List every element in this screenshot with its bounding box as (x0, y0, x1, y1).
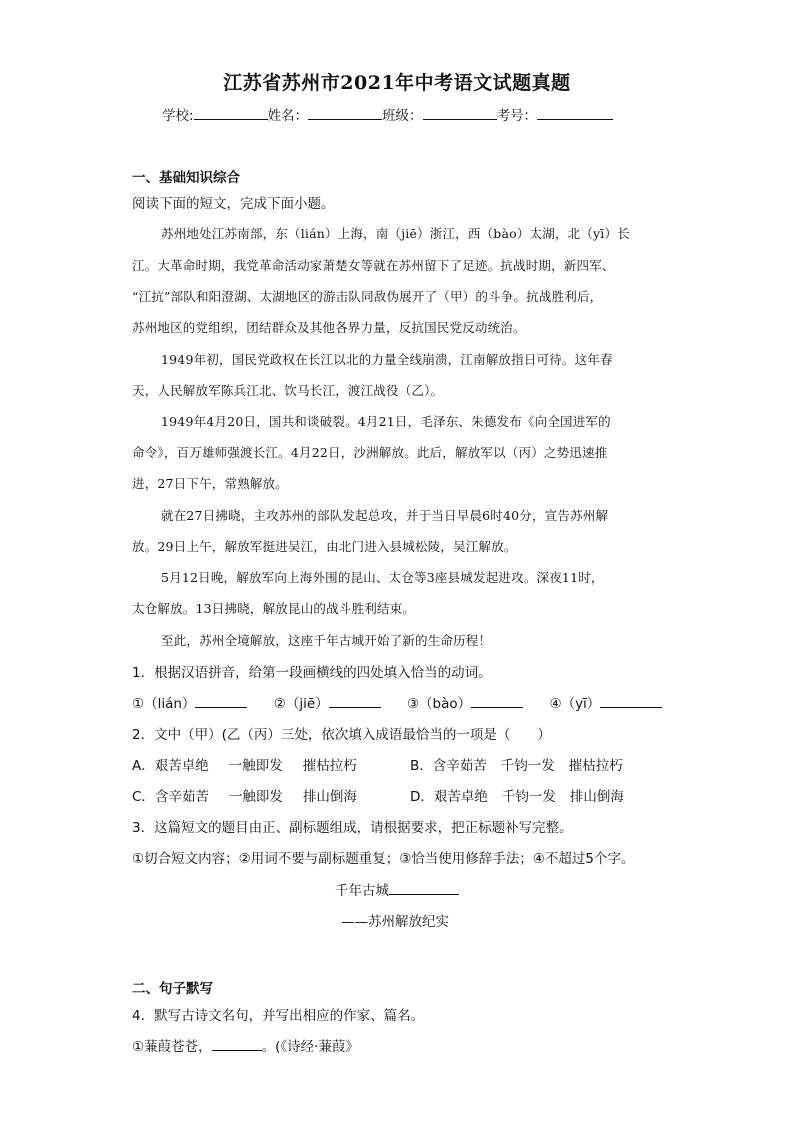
main-title-blank[interactable] (389, 880, 459, 895)
passage-line: 江。大革命时期，我党革命活动家萧楚女等就在苏州留下了足迹。抗战时期，新四军、 (132, 258, 615, 273)
question-1-blanks (132, 692, 662, 712)
q3-subtitle: ——苏州解放纪实 (341, 914, 449, 930)
question-1-stem: 1．根据汉语拼音，给第一段画横线的四处填入恰当的动词。 (132, 665, 492, 681)
q1-blank-a[interactable] (195, 693, 247, 708)
exam-no-label: 考号： (496, 108, 538, 124)
passage-line: “江抗”部队和阳澄湖、太湖地区的游击队同敌伪展开了（甲）的斗争。抗战胜利后， (132, 289, 603, 304)
q1-blank-b[interactable] (329, 693, 381, 708)
passage-line: 就在27日拂晓，主攻苏州的部队发起总攻，并于当日早晨6时40分，宣告苏州解 (161, 508, 609, 523)
option-word: 摧枯拉朽 (568, 758, 623, 774)
option-word: 含辛茹苦 (154, 789, 209, 805)
passage-line: 命令》，百万雄师强渡长江。4月22日，沙洲解放。此后，解放军以（丙）之势迅速推 (132, 445, 608, 460)
option-word: 排山倒海 (569, 789, 624, 805)
passage-line: 进，27日下午，常熟解放。 (132, 476, 289, 491)
q1-blank-c-label: ③（bào） (406, 696, 472, 712)
q4-1-blank[interactable] (212, 1036, 262, 1051)
school-label: 学校: (162, 108, 194, 124)
q3-main-title (335, 879, 459, 899)
option-word: 一触即发 (228, 758, 283, 774)
q1-blank-a-label: ①（lián） (132, 696, 196, 712)
section1-instruction: 阅读下面的短文，完成下面小题。 (132, 196, 335, 212)
option-word: 一触即发 (228, 789, 283, 805)
section1-heading: 一、基础知识综合 (132, 170, 240, 186)
passage-line: 苏州地处江苏南部，东（lián）上海，南（jiē）浙江，西（bào）太湖，北（yī）长 (161, 226, 630, 241)
option-label: B． (410, 758, 433, 774)
student-info-line (162, 104, 613, 124)
page-title: 江苏省苏州市2021年中考语文试题真题 (223, 72, 571, 94)
passage-line: 天，人民解放军陈兵江北、饮马长江，渡江战役（乙）。 (132, 383, 444, 398)
option-word: 摧枯拉朽 (302, 758, 357, 774)
q1-blank-b-label: ②（jiē） (273, 696, 329, 712)
section2-heading: 二、句子默写 (132, 981, 213, 997)
school-blank[interactable] (194, 105, 268, 120)
question-3-stem: 3．这篇短文的题目由正、副标题组成，请根据要求，把正标题补写完整。 (132, 820, 573, 836)
option-label: A． (132, 758, 155, 774)
option-word: 艰苦卓绝 (154, 758, 209, 774)
passage-line: 1949年4月20日，国共和谈破裂。4月21日，毛泽东、朱德发布《向全国进军的 (161, 414, 611, 429)
question-4-item-1 (132, 1035, 359, 1055)
q1-blank-d[interactable] (600, 693, 662, 708)
question-2-stem: 2．文中（甲）(乙（丙）三处，依次填入成语最恰当的一项是（ ） (132, 727, 551, 743)
name-label: 姓名： (267, 108, 309, 124)
q4-1-source: 。(《诗经·蒹葭》 (261, 1039, 359, 1055)
exam-no-blank[interactable] (537, 105, 613, 120)
question-3-requirements: ①切合短文内容；②用词不要与副标题重复；③恰当使用修辞手法；④不超过5个字。 (132, 851, 635, 867)
q2-option-a[interactable] (132, 754, 357, 774)
passage-line: 至此，苏州全境解放，这座千年古城开始了新的生命历程！ (161, 633, 492, 648)
class-blank[interactable] (423, 105, 497, 120)
passage-line: 苏州地区的党组织，团结群众及其他各界力量，反抗国民党反动统治。 (132, 320, 526, 335)
q2-option-c[interactable] (132, 785, 357, 805)
q2-option-b[interactable] (410, 754, 623, 774)
option-word: 含辛茹苦 (432, 758, 487, 774)
question-4-stem: 4．默写古诗文名句，并写出相应的作家、篇名。 (132, 1008, 425, 1024)
q1-blank-c[interactable] (471, 693, 523, 708)
passage-line: 太仓解放。13日拂晓，解放昆山的战斗胜利结束。 (132, 601, 416, 616)
option-label: D． (410, 789, 434, 805)
passage-line: 放。29日上午，解放军挺进吴江，由北门进入县城松陵，吴江解放。 (132, 539, 517, 554)
name-blank[interactable] (308, 105, 382, 120)
class-label: 班级： (382, 108, 423, 124)
main-title-text: 千年古城 (335, 883, 389, 899)
option-word: 艰苦卓绝 (433, 789, 488, 805)
q2-option-d[interactable] (410, 785, 624, 805)
option-label: C． (132, 789, 155, 805)
option-word: 排山倒海 (302, 789, 357, 805)
passage-line: 5月12日晚，解放军向上海外围的昆山、太仓等3座县城发起进攻。深夜11时， (161, 570, 604, 585)
option-word: 千钧一发 (501, 789, 556, 805)
q1-blank-d-label: ④（yī） (549, 696, 601, 712)
option-word: 千钧一发 (500, 758, 555, 774)
passage-line: 1949年初，国民党政权在长江以北的力量全线崩溃，江南解放指日可待。这年春 (161, 352, 613, 367)
q4-1-text: ①蒹葭苍苍， (132, 1039, 212, 1055)
